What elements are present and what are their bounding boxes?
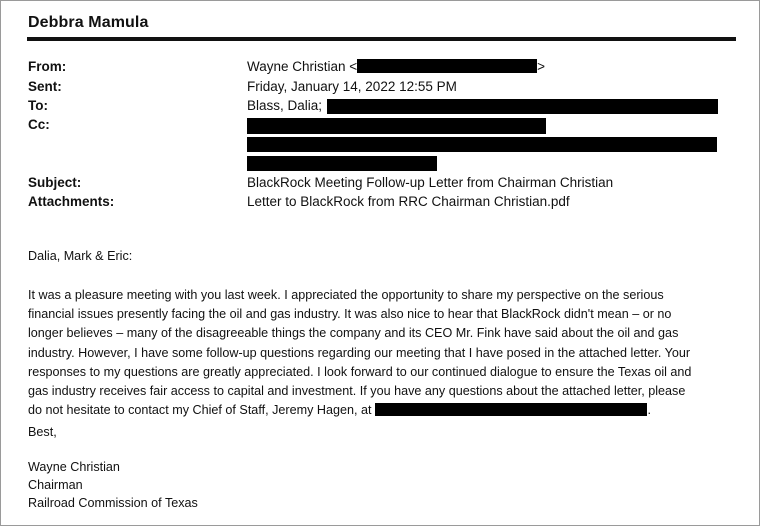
from-email-close: >	[537, 59, 546, 74]
subject-label: Subject:	[28, 175, 82, 190]
sent-label: Sent:	[28, 79, 62, 94]
signature-title: Chairman	[28, 478, 83, 492]
subject-value: BlackRock Meeting Follow-up Letter from Chairman Christian	[247, 175, 614, 190]
paragraph-line: gas industry receives fair access to capital and investment. If you have any questions about the attached letter, please	[28, 384, 686, 399]
cc-redaction-1	[247, 118, 546, 134]
paragraph-line: financial issues presently facing the oil and gas industry. It was also nice to hear that BlackRock didn't mean – or no	[28, 307, 672, 322]
phone-redaction	[375, 403, 647, 416]
contact-sentence: do not hesitate to contact my Chief of Staff, Jeremy Hagen, at	[28, 403, 372, 418]
contact-sentence-end: .	[647, 403, 651, 418]
mailbox-owner-name: Debbra Mamula	[28, 14, 149, 31]
header-rule	[27, 37, 736, 41]
cc-redaction-3	[247, 156, 437, 171]
paragraph-line: It was a pleasure meeting with you last week. I appreciated the opportunity to share my perspective on the serious	[28, 288, 664, 302]
paragraph-line: longer believes – many of the disagreeable things the company and its CEO Mr. Fink have said about the oil and gas	[28, 326, 679, 341]
paragraph-last-line	[28, 401, 740, 420]
closing: Best,	[28, 425, 57, 439]
paragraph-line: industry. However, I have some follow-up questions regarding our meeting that I have posed in the attached letter. Your	[28, 345, 691, 360]
to-redaction	[327, 99, 718, 114]
signature-name: Wayne Christian	[28, 460, 120, 474]
message-paragraph	[28, 286, 740, 420]
from-sender-name: Wayne Christian <	[247, 59, 358, 74]
greeting: Dalia, Mark & Eric:	[28, 249, 133, 263]
signature-organization: Railroad Commission of Texas	[28, 496, 198, 510]
cc-label: Cc:	[28, 117, 50, 132]
attachment-file-name: Letter to BlackRock from RRC Chairman Christian.pdf	[247, 194, 570, 209]
attachments-label: Attachments:	[28, 194, 115, 209]
from-value	[247, 59, 545, 74]
from-email-redaction	[357, 59, 537, 73]
to-value: Blass, Dalia;	[247, 98, 323, 113]
cc-redaction-2	[247, 137, 717, 152]
sent-value: Friday, January 14, 2022 12:55 PM	[247, 79, 457, 94]
from-label: From:	[28, 59, 67, 74]
paragraph-line: responses to my questions are greatly appreciated. I look forward to our continued dialogue to ensure the Texas oil and	[28, 364, 692, 379]
to-label: To:	[28, 98, 48, 113]
